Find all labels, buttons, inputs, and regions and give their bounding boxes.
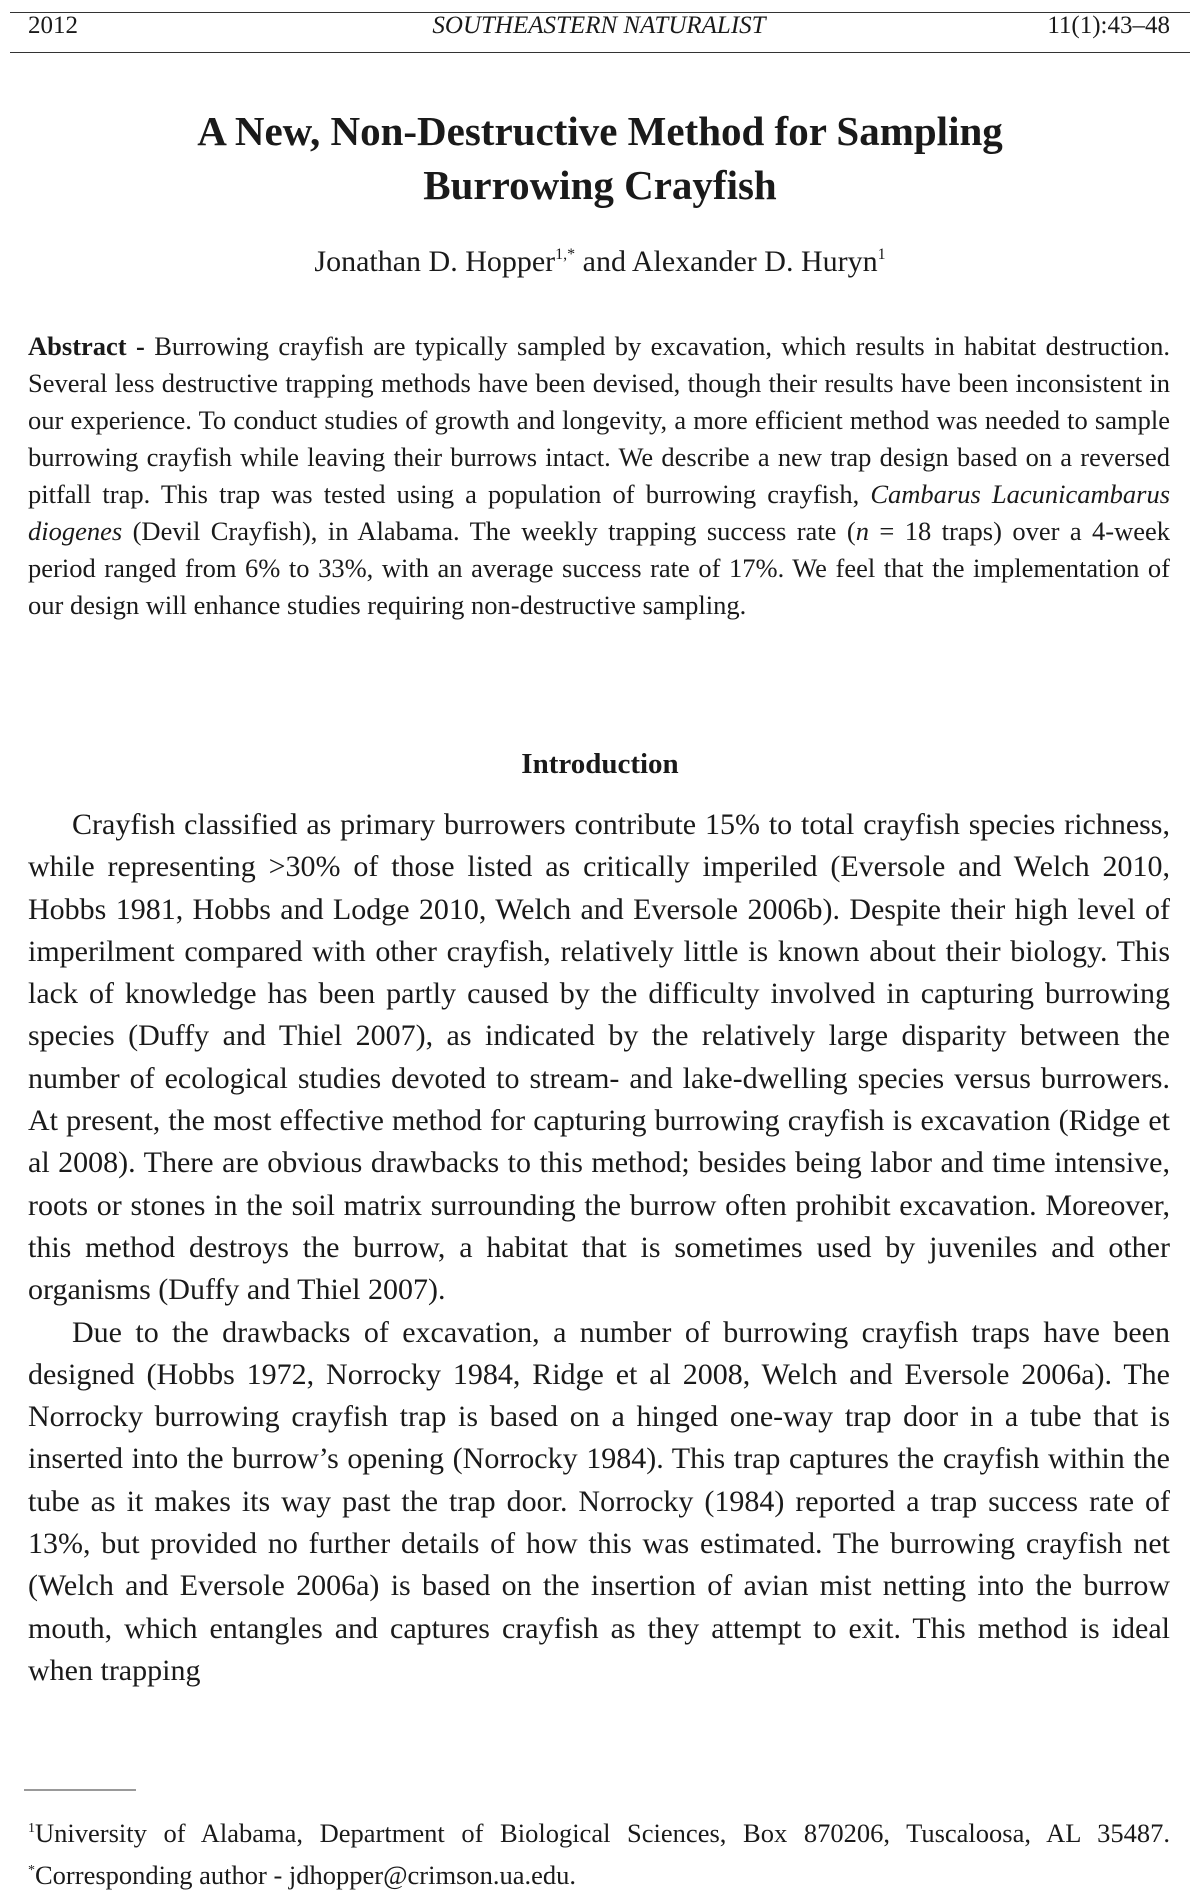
title-line-2: Burrowing Crayfish bbox=[423, 162, 777, 208]
author-1-affiliation-mark: 1,* bbox=[555, 246, 576, 263]
introduction-paragraph: Crayfish classified as primary burrowers contribute 15% to total crayfish species richness, while representing >30% of those listed as critically imperiled (Eversole and Welch 2010, Hobbs 1981, Hobbs and Lodge 2010, Welch and Eversole 2006b). Despite their high level of imperilment compared with other crayfish, relatively little is known about their biology. This lack of knowledge has been partly caused by the difficulty involved in capturing burrowing species (Duffy and Thiel 2007), as indicated by the relatively large disparity between the number of ecological studies devoted to stream- and lake-dwelling species versus burrowers. At present, the most effective method for capturing burrowing crayfish is excavation (Ridge et al 2008). There are obvious drawbacks to this method; besides being labor and time intensive, roots or stones in the soil matrix surrounding the burrow often prohibit excavation. Moreover, this method destroys the burrow, a habitat that is sometimes used by juveniles and other organisms (Duffy and Thiel 2007). bbox=[28, 808, 1170, 1307]
article-title bbox=[0, 104, 1200, 212]
header-bottom-rule bbox=[10, 52, 1190, 53]
abstract-n-symbol: n bbox=[855, 516, 869, 546]
author-conjunction: and bbox=[575, 245, 632, 278]
abstract-text-1: Burrowing crayfish are typically sampled by excavation, which results in habitat destruction. Several less destructive trapping methods have been devised, though their results have been inconsistent in our experience. To conduct studies of growth and longevity, a more efficient method was needed to sample burrowing crayfish while leaving their burrows intact. We describe a new trap design based on a reversed pitfall trap. This trap was tested using a population of burrowing crayfish, bbox=[28, 331, 1170, 509]
introduction-paragraph: Due to the drawbacks of excavation, a number of burrowing crayfish traps have been designed (Hobbs 1972, Norrocky 1984, Ridge et al 2008, Welch and Eversole 2006a). The Norrocky burrowing crayfish trap is based on a hinged one-way trap door in a tube that is inserted into the burrow’s opening (Norrocky 1984). This trap captures the crayfish within the tube as it makes its way past the trap door. Norrocky (1984) reported a trap success rate of 13%, but provided no further details of how this was estimated. The burrowing crayfish net (Welch and Eversole 2006a) is based on the insertion of avian mist netting into the burrow mouth, which entangles and captures crayfish as they attempt to exit. This method is ideal when trapping bbox=[28, 1315, 1170, 1687]
running-header bbox=[28, 6, 1170, 42]
footnote-affiliation: University of Alabama, Department of Biological Sciences, Box 870206, Tuscaloosa, AL 35487. bbox=[35, 1818, 1170, 1848]
footnote bbox=[28, 1810, 1170, 1894]
footnote-mark-asterisk: * bbox=[28, 1863, 35, 1878]
header-volume-pages: 11(1):43–48 bbox=[1047, 12, 1170, 39]
abstract-label: Abstract - bbox=[28, 331, 155, 361]
header-journal-name: SOUTHEASTERN NATURALIST bbox=[432, 12, 766, 39]
author-2-affiliation-mark: 1 bbox=[877, 246, 886, 263]
abstract-text-3: = 18 traps) over a 4-week period ranged from 6% to 33%, with an average success rate of 17%. We feel that the implementation of our design will enhance studies requiring non-destructive sampling. bbox=[28, 516, 1170, 620]
title-line-1: A New, Non-Destructive Method for Sampling bbox=[197, 108, 1003, 154]
abstract-species-name: Cambarus Lacunicambarus diogenes bbox=[28, 479, 1171, 546]
header-year: 2012 bbox=[28, 12, 78, 39]
footnote-corresponding-author: Corresponding author - jdhopper@crimson.ua.edu. bbox=[35, 1860, 577, 1890]
footnote-mark-1: 1 bbox=[28, 1821, 35, 1836]
introduction-body bbox=[28, 804, 1170, 1692]
footnote-separator bbox=[24, 1789, 136, 1791]
author-2: Alexander D. Huryn bbox=[631, 245, 878, 278]
author-list bbox=[0, 245, 1200, 279]
abstract-text-2: (Devil Crayfish), in Alabama. The weekly trapping success rate ( bbox=[122, 516, 856, 546]
introduction-heading: Introduction bbox=[521, 748, 679, 780]
abstract bbox=[28, 328, 1170, 624]
author-1: Jonathan D. Hopper bbox=[314, 245, 556, 278]
